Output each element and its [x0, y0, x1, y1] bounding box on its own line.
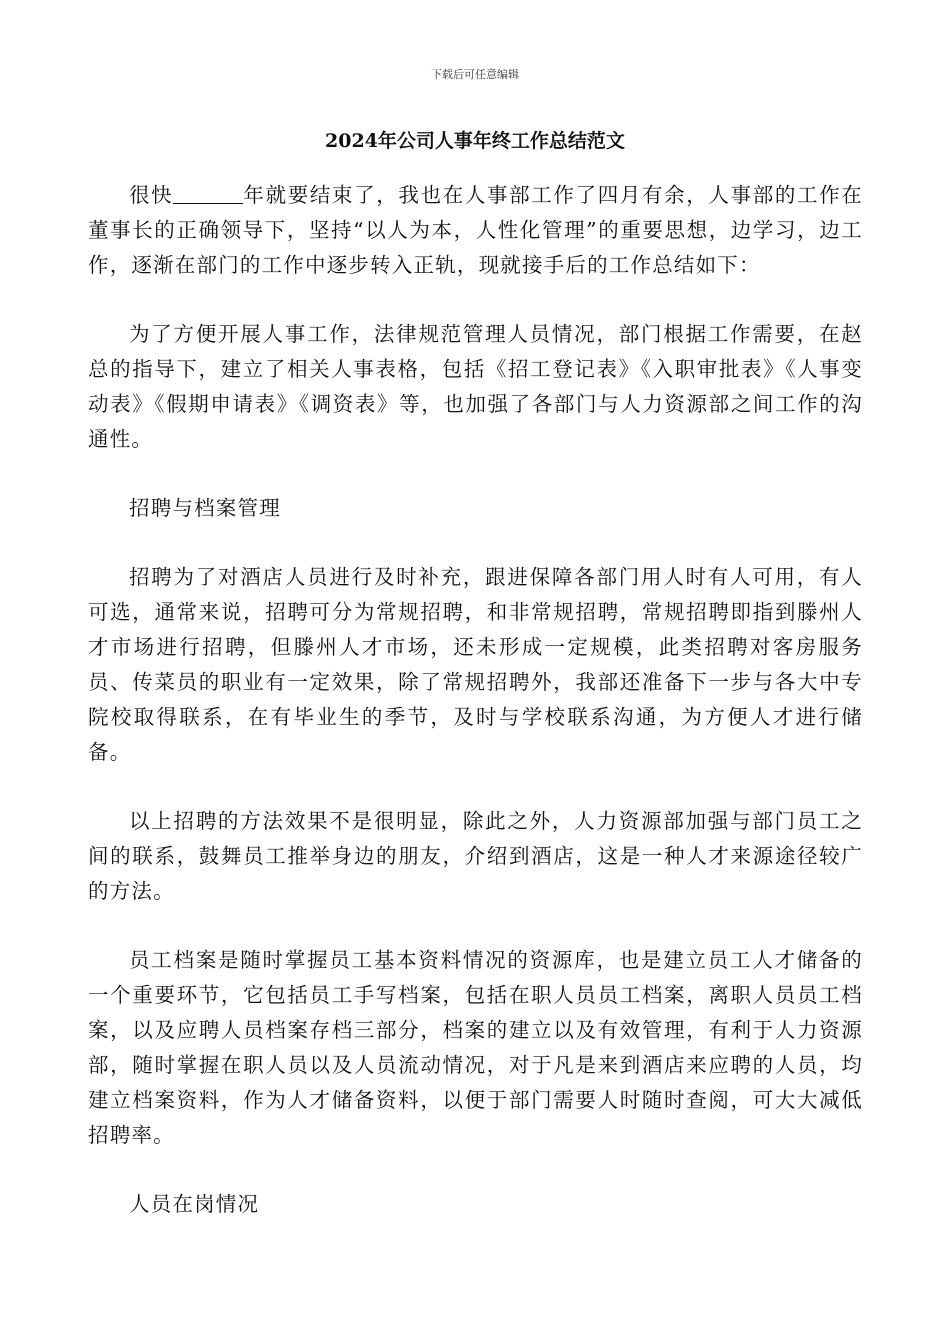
section-heading-recruitment: 招聘与档案管理 — [129, 496, 281, 520]
section-heading-staffing: 人员在岗情况 — [129, 1192, 260, 1216]
fill-in-blank — [173, 183, 243, 205]
paragraph-hr-forms: 为了方便开展人事工作，法律规范管理人员情况，部门根据工作需要，在赵总的指导下，建立了相关人事表格，包括《招工登记表》《入职审批表》《人事变动表》《假期申请表》《调资表》等，也加强了各部门与人力资源部之间工作的沟通性。 — [88, 322, 863, 451]
paragraph-recruitment: 招聘为了对酒店人员进行及时补充，跟进保障各部门用人时有人可用，有人可选，通常来说，招聘可分为常规招聘，和非常规招聘，常规招聘即指到滕州人才市场进行招聘，但滕州人才市场，还未形成一定规模，此类招聘对客房服务员、传菜员的职业有一定效果，除了常规招聘外，我部还准备下一步与各大中专院校取得联系，在有毕业生的季节，及时与学校联系沟通，为方便人才进行储备。 — [88, 565, 863, 764]
intro-text-rest: 年就要结束了，我也在人事部工作了四月有余，人事部的工作在董事长的正确领导下，坚持“以人为本，人性化管理”的重要思想，边学习，边工作，逐渐在部门的工作中逐步转入正轨，现就接手后的工作总结如下： — [88, 183, 863, 277]
document-body — [88, 178, 863, 1256]
header-note: 下载后可任意编辑 — [431, 68, 519, 81]
paragraph-referral: 以上招聘的方法效果不是很明显，除此之外，人力资源部加强与部门员工之间的联系，鼓舞员工推举身边的朋友，介绍到酒店，这是一种人才来源途径较广的方法。 — [88, 809, 863, 903]
intro-paragraph — [88, 178, 863, 283]
intro-text-start: 很快 — [129, 183, 174, 207]
paragraph-archives: 员工档案是随时掌握员工基本资料情况的资源库，也是建立员工人才储备的一个重要环节，它包括员工手写档案，包括在职人员员工档案，离职人员员工档案，以及应聘人员档案存档三部分，档案的建立以及有效管理，有利于人力资源部，随时掌握在职人员以及人员流动情况，对于凡是来到酒店来应聘的人员，均建立档案资料，作为人才储备资料，以便于部门需要人时随时查阅，可大大减低招聘率。 — [88, 948, 863, 1147]
document-title: 2024年公司人事年终工作总结范文 — [325, 130, 625, 152]
